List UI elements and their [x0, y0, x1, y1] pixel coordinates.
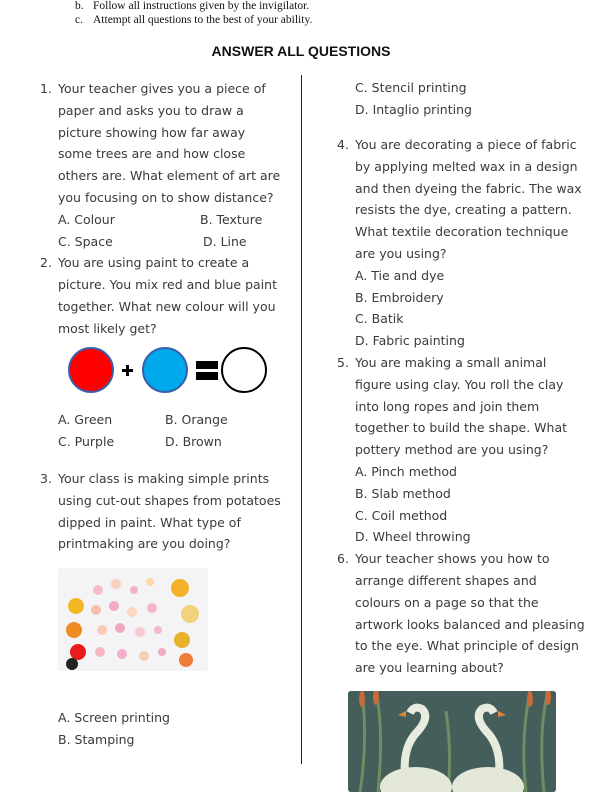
potato-print-illustration [58, 568, 208, 671]
blue-paint-circle [142, 347, 188, 393]
question-2-options [40, 409, 282, 453]
equals-icon [196, 361, 218, 380]
empty-result-circle [221, 347, 267, 393]
page-title: ANSWER ALL QUESTIONS [211, 43, 391, 59]
option-1b[interactable]: B. Texture [200, 211, 263, 227]
option-2c[interactable]: C. Purple [58, 433, 115, 449]
option-2a[interactable]: A. Green [58, 412, 113, 427]
option-5c[interactable]: C. Coil method [355, 507, 448, 523]
option-5d[interactable]: D. Wheel throwing [355, 529, 471, 545]
option-3d[interactable]: D. Intaglio printing [355, 101, 472, 117]
question-5: 5. You are making a small animal figure using clay. You roll the clay into long ropes and join them together to build the shape. What pottery method are you using? [337, 354, 568, 458]
potato-print-image [58, 568, 208, 671]
option-3a[interactable]: A. Screen printing [58, 710, 170, 725]
question-2-options-row1 [40, 409, 282, 431]
swan-artwork-image [348, 691, 556, 792]
question-1-options-row1 [40, 209, 282, 231]
option-4a[interactable]: A. Tie and dye [355, 267, 445, 283]
option-1d[interactable]: D. Line [203, 233, 247, 249]
swan-illustration [348, 691, 556, 792]
option-5b[interactable]: B. Slab method [355, 485, 451, 501]
instruction-b: b. Follow all instructions given by the invigilator. [75, 0, 310, 12]
question-3-block [40, 468, 282, 555]
question-3-options [40, 707, 282, 751]
question-4: 4. You are decorating a piece of fabric by applying melted wax in a design and then dyeing the fabric. The wax resists the dye, creating a pattern. What textile decoration technique are you using? [337, 137, 582, 261]
option-1c[interactable]: C. Space [58, 233, 113, 249]
right-column [337, 77, 585, 121]
question-1: 1. Your teacher gives you a piece of paper and asks you to draw a picture showing how far away some trees are and how close others are. What element of art are you focusing on to show distance? [40, 81, 281, 205]
question-6: 6. Your teacher shows you how to arrange different shapes and colours on a page so that the artwork looks balanced and pleasing to the eye. What principle of design are you learning about? [337, 551, 585, 676]
plus-icon [122, 365, 133, 376]
question-2: 2. You are using paint to create a picture. You mix red and blue paint together. What new colour will you most likely get? [40, 255, 277, 336]
question-2-options-row2 [40, 431, 282, 453]
instruction-c: c. Attempt all questions to the best of your ability. [75, 14, 313, 26]
column-divider [301, 75, 302, 764]
option-4c[interactable]: C. Batik [355, 311, 404, 327]
question-1-options-row2 [40, 231, 282, 253]
option-3c[interactable]: C. Stencil printing [355, 80, 467, 95]
question-4-block [337, 134, 585, 679]
option-2b[interactable]: B. Orange [165, 412, 228, 427]
option-2d[interactable]: D. Brown [165, 433, 222, 449]
option-1a[interactable]: A. Colour [58, 211, 115, 227]
red-paint-circle [68, 347, 114, 393]
question-3: 3. Your class is making simple prints using cut-out shapes from potatoes dipped in paint. What type of printmaking are you doing? [40, 471, 281, 552]
option-5a[interactable]: A. Pinch method [355, 463, 457, 479]
left-column [40, 78, 282, 340]
option-3b[interactable]: B. Stamping [58, 731, 135, 747]
option-4b[interactable]: B. Embroidery [355, 289, 444, 305]
option-4d[interactable]: D. Fabric painting [355, 333, 465, 349]
